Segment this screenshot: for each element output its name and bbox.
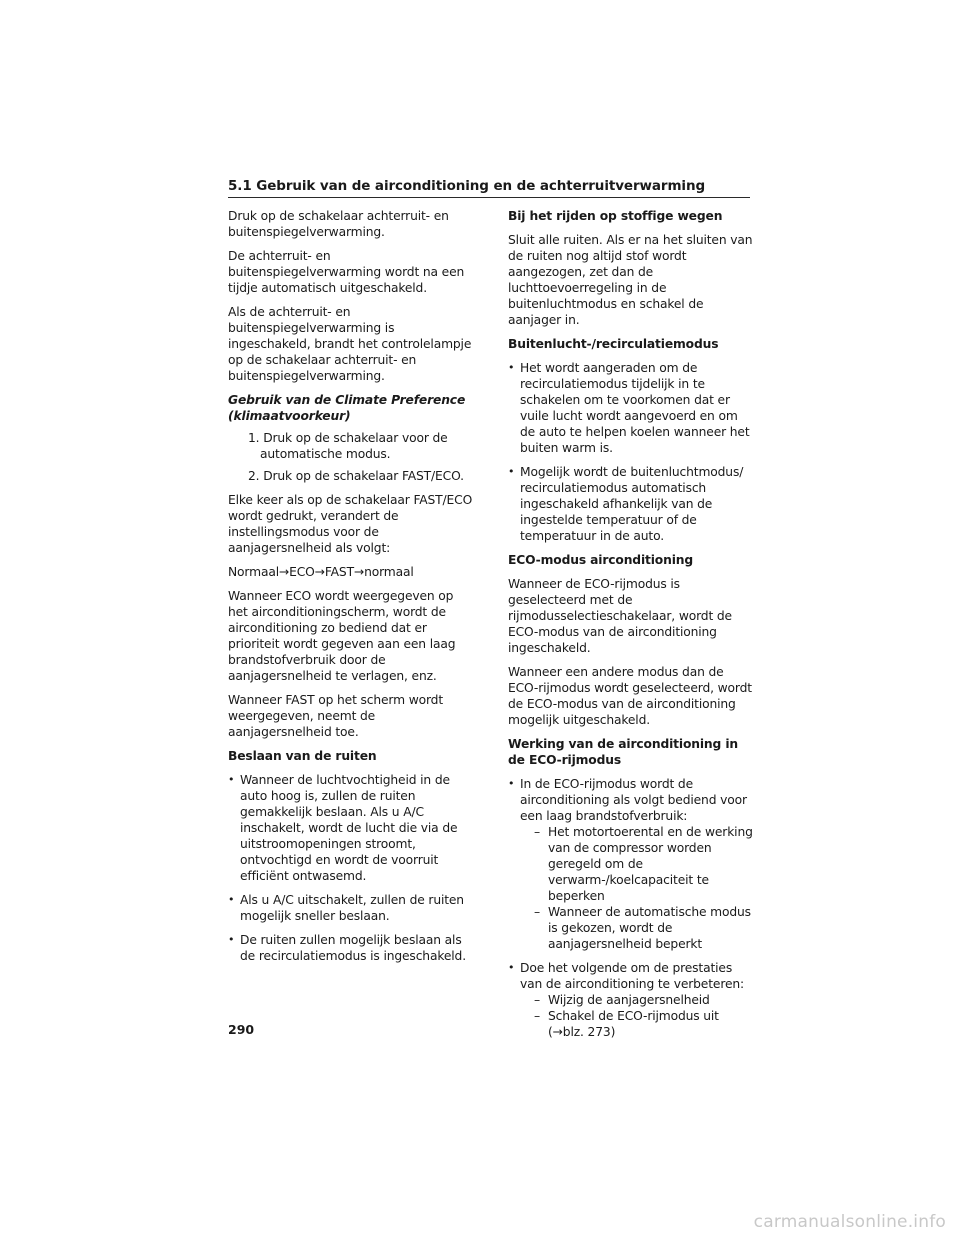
dash-item: – Wijzig de aanjagersnelheid <box>520 992 753 1008</box>
bullet-item: • Doe het volgende om de prestaties van de airconditioning te verbeteren: – Wijzig de aanjagersnelheid – Schakel de ECO-rijmodus uit (→blz. 273) <box>508 960 753 1040</box>
step-item: 1. Druk op de schakelaar voor de automatische modus. <box>248 431 448 461</box>
paragraph: Wanneer een andere modus dan de ECO-rijmodus wordt geselecteerd, wordt de ECO-modus van de airconditioning mogelijk uitgeschakeld. <box>508 665 752 727</box>
left-column <box>228 208 473 972</box>
subheading-recirculatie: Buitenlucht-/recirculatiemodus <box>508 337 719 351</box>
dash-item: – Wanneer de automatische modus is gekozen, wordt de aanjagersnelheid beperkt <box>520 904 753 952</box>
subheading-werking-eco: Werking van de airconditioning in de ECO-rijmodus <box>508 737 738 767</box>
dash-item: – Het motortoerental en de werking van de compressor worden geregeld om de verwarm-/koelcapaciteit te beperken <box>520 824 753 904</box>
bullet-item: • In de ECO-rijmodus wordt de airconditioning als volgt bediend voor een laag brandstofverbruik: – Het motortoerental en de werking van de compressor worden geregeld om de verwarm-/koelcapaciteit te beperken – Wanneer de automatische modus is gekozen, wordt de aanjagersnelheid beperkt <box>508 776 753 952</box>
paragraph: Wanneer de ECO-rijmodus is geselecteerd met de rijmodusselectieschakelaar, wordt de ECO-modus van de airconditioning ingeschakeld. <box>508 577 732 655</box>
right-column <box>508 208 753 1048</box>
paragraph: Elke keer als op de schakelaar FAST/ECO wordt gedrukt, verandert de instellingsmodus voor de aanjagersnelheid als volgt: <box>228 493 473 555</box>
bullet-list <box>508 360 753 544</box>
bullet-item: • Mogelijk wordt de buitenluchtmodus/ recirculatiemodus automatisch ingeschakeld afhankelijk van de ingestelde temperatuur of de temperatuur in de auto. <box>508 464 753 544</box>
paragraph: De achterruit- en buitenspiegelverwarming wordt na een tijdje automatisch uitgeschakeld. <box>228 249 465 295</box>
dash-list <box>520 992 753 1040</box>
bullet-item: • Als u A/C uitschakelt, zullen de ruiten mogelijk sneller beslaan. <box>228 892 473 924</box>
paragraph: Druk op de schakelaar achterruit- en buitenspiegelverwarming. <box>228 209 449 239</box>
bullet-item: • De ruiten zullen mogelijk beslaan als de recirculatiemodus is ingeschakeld. <box>228 932 473 964</box>
steps-list <box>228 430 473 484</box>
subheading-stoffige-wegen: Bij het rijden op stoffige wegen <box>508 209 723 223</box>
bullet-item: • Wanneer de luchtvochtigheid in de auto hoog is, zullen de ruiten gemakkelijk beslaan. Als u A/C inschakelt, wordt de lucht die via de uitstroomopeningen stroomt, ontvochtigd en wordt de voorruit efficiënt ontwasemd. <box>228 772 473 884</box>
dash-item: – Schakel de ECO-rijmodus uit (→blz. 273) <box>520 1008 753 1040</box>
subheading-eco-modus: ECO-modus airconditioning <box>508 553 694 567</box>
subheading-beslaan: Beslaan van de ruiten <box>228 749 377 763</box>
section-header: 5.1 Gebruik van de airconditioning en de achterruitverwarming <box>228 178 750 198</box>
page-number: 290 <box>228 1022 255 1037</box>
subheading-climate-preference: Gebruik van de Climate Preference (klimaatvoorkeur) <box>228 393 466 423</box>
bullet-list <box>508 776 753 1040</box>
mode-sequence: Normaal→ECO→FAST→normaal <box>228 565 414 579</box>
bullet-item: • Het wordt aangeraden om de recirculatiemodus tijdelijk in te schakelen om te voorkomen dat er vuile lucht wordt aangevoerd en om de auto te helpen koelen wanneer het buiten warm is. <box>508 360 753 456</box>
paragraph: Als de achterruit- en buitenspiegelverwarming is ingeschakeld, brandt het controlelampje op de schakelaar achterruit- en buitenspiegelverwarming. <box>228 305 472 383</box>
dash-list <box>520 824 753 952</box>
paragraph: Wanneer FAST op het scherm wordt weergegeven, neemt de aanjagersnelheid toe. <box>228 693 444 739</box>
watermark-text: carmanualsonline.info <box>753 1212 946 1232</box>
bullet-list <box>228 772 473 964</box>
paragraph: Sluit alle ruiten. Als er na het sluiten van de ruiten nog altijd stof wordt aangezogen, zet dan de luchttoevoerregeling in de buitenluchtmodus en schakel de aanjager in. <box>508 233 753 327</box>
paragraph: Wanneer ECO wordt weergegeven op het airconditioningscherm, wordt de airconditioning zo bediend dat er prioriteit wordt gegeven aan een laag brandstofverbruik door de aanjagersnelheid te verlagen, enz. <box>228 589 456 683</box>
step-item: 2. Druk op de schakelaar FAST/ECO. <box>248 469 464 483</box>
